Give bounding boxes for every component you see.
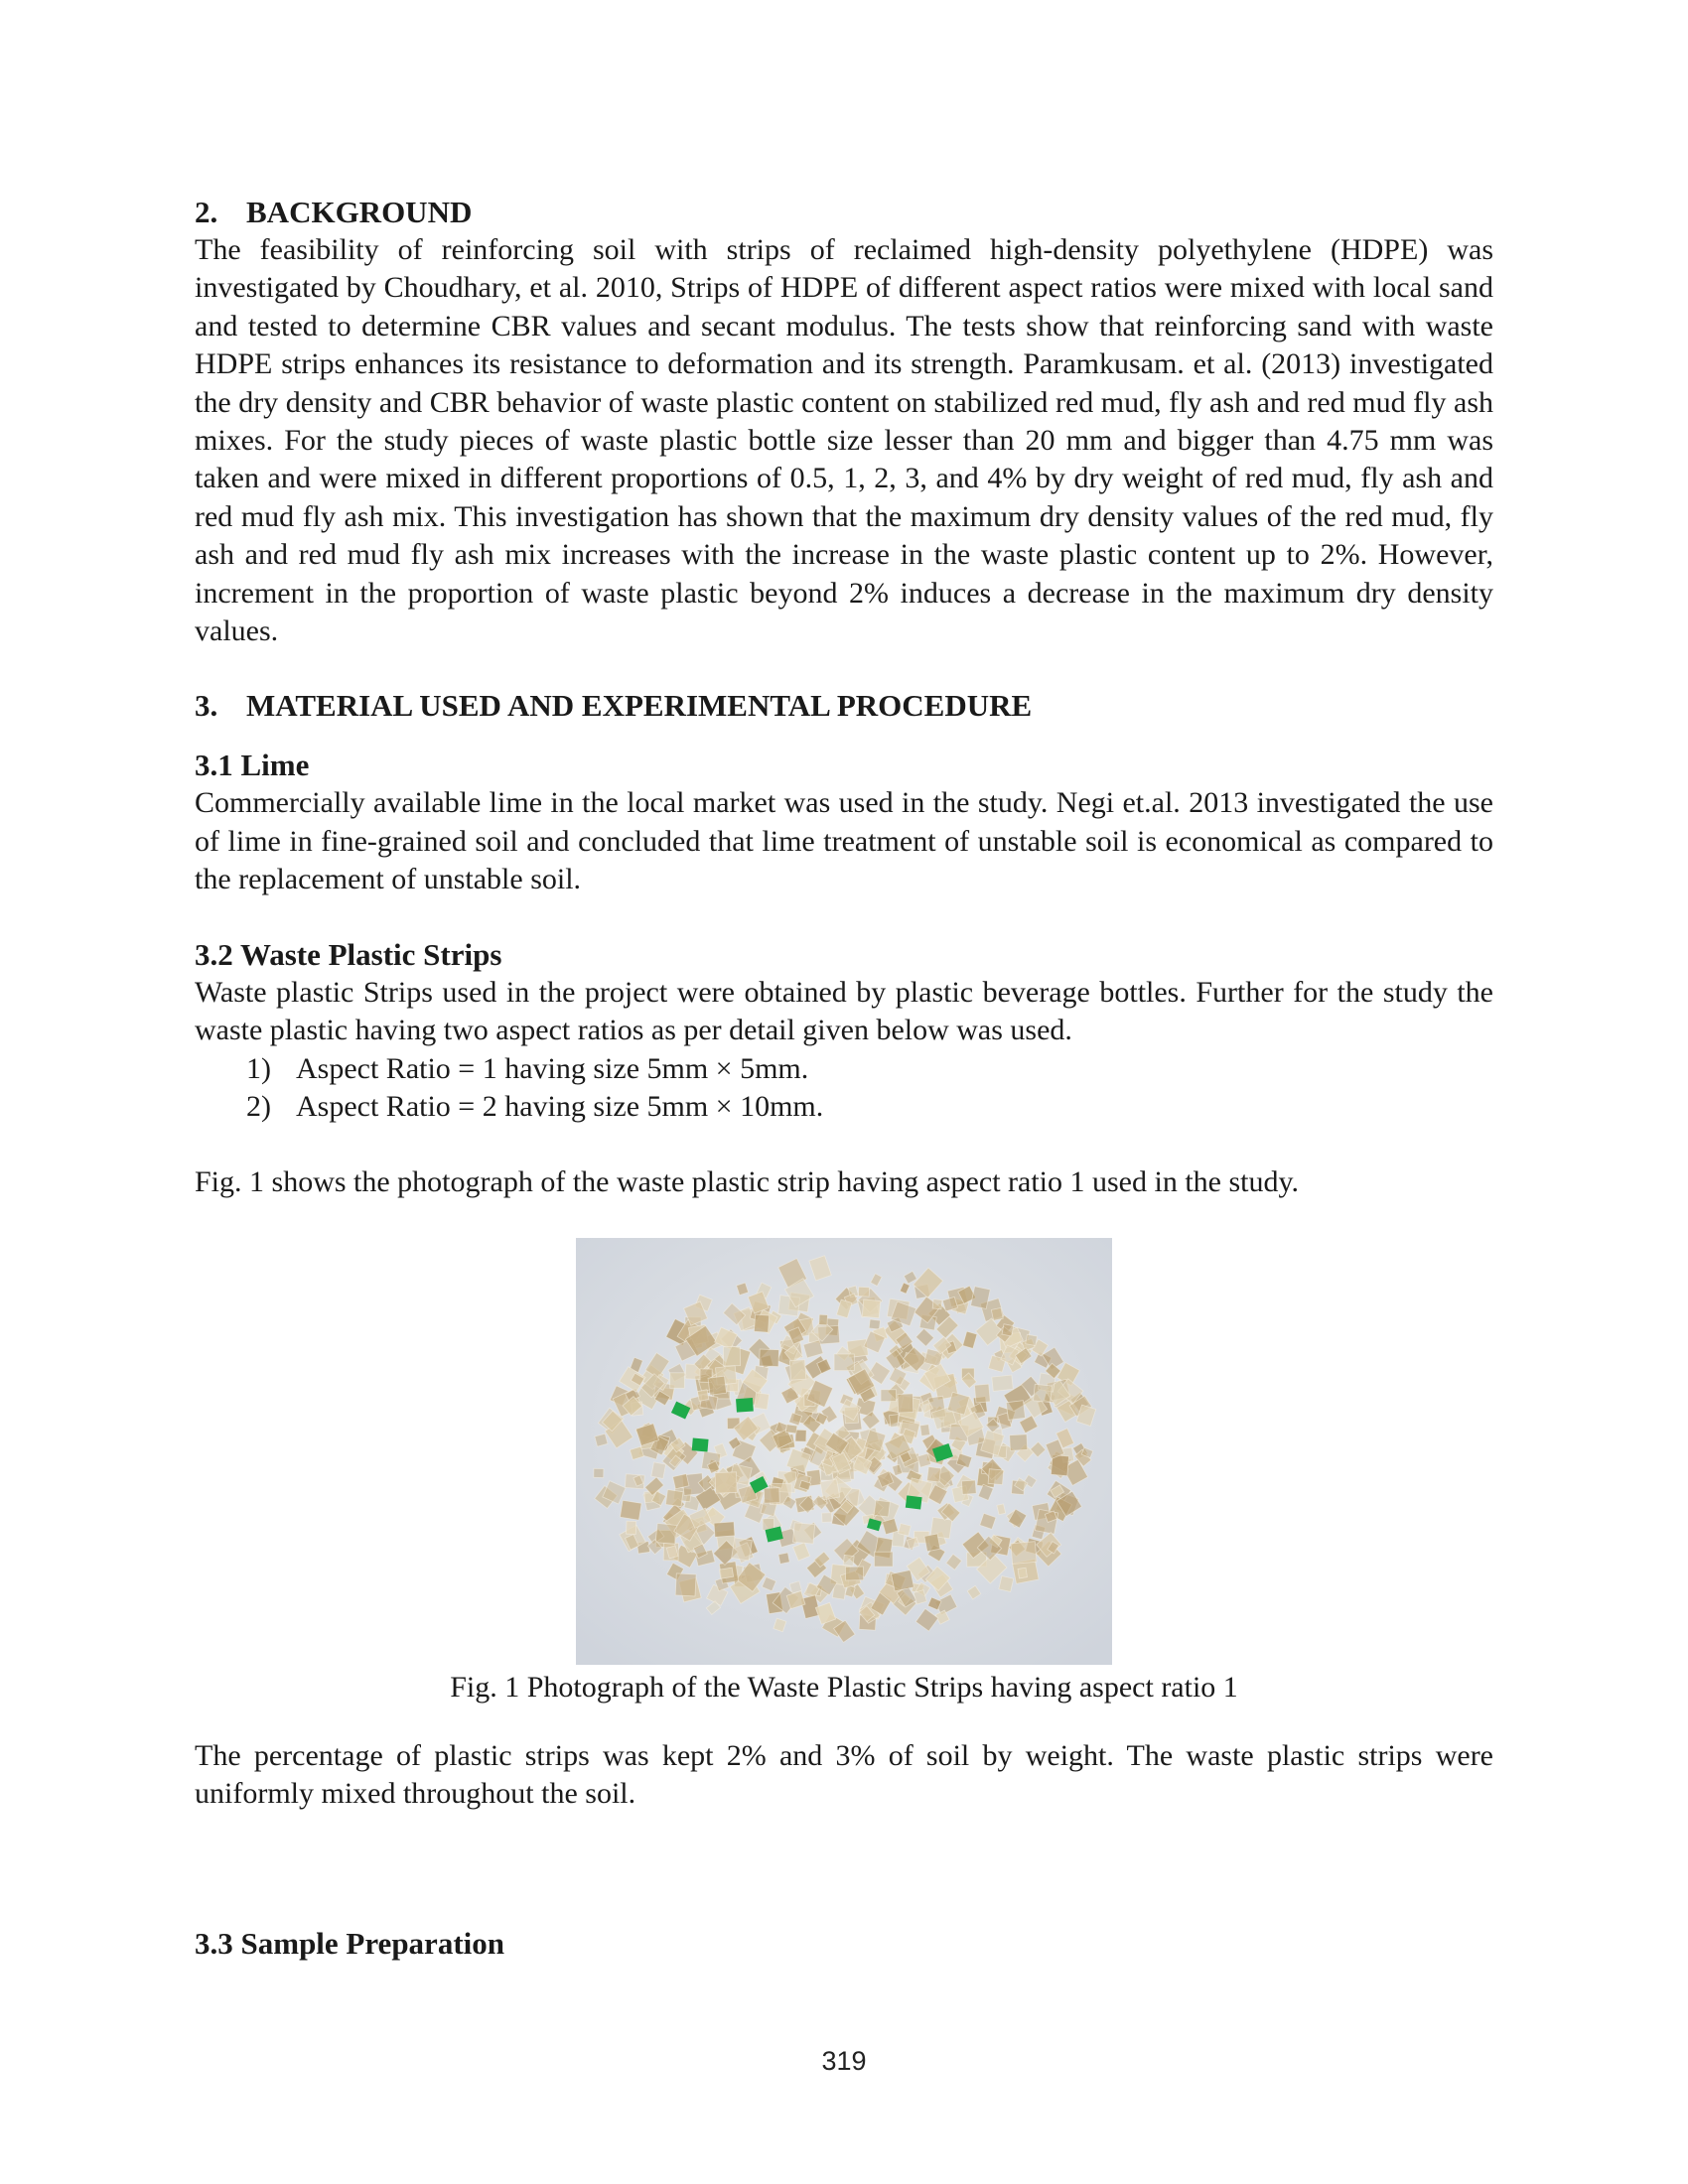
figure-caption: Fig. 1 Photograph of the Waste Plastic Strips having aspect ratio 1 <box>450 1670 1238 1704</box>
plastic-flake <box>714 1522 735 1537</box>
plastic-flake <box>627 1521 636 1534</box>
plastic-flake <box>891 1570 914 1590</box>
plastic-flake <box>595 1433 608 1446</box>
plastic-flake <box>1018 1568 1027 1578</box>
plastic-flake <box>920 1425 930 1436</box>
plastic-flake <box>715 1472 737 1493</box>
section-heading-materials <box>195 687 1493 725</box>
plastic-flake <box>620 1500 641 1520</box>
plastic-flake <box>992 1375 1013 1391</box>
plastic-flake <box>1010 1434 1028 1450</box>
plastic-flake <box>760 1349 779 1367</box>
plastic-percentage-paragraph: The percentage of plastic strips was kept 2% and 3% of soil by weight. The waste plastic strips were uniformly mixed throughout the soil. <box>195 1738 1493 1811</box>
plastic-flake <box>778 1553 789 1564</box>
plastic-strips-photo <box>576 1238 1112 1665</box>
plastic-flake <box>869 1319 880 1329</box>
plastic-flake <box>999 1575 1014 1591</box>
plastic-flake <box>899 1523 912 1536</box>
section-title: BACKGROUND <box>246 195 473 229</box>
plastic-flake <box>834 1354 854 1371</box>
plastic-flake <box>881 1390 897 1402</box>
plastic-flake <box>820 1479 840 1500</box>
plastic-flake <box>974 1384 990 1403</box>
plastic-flake <box>594 1468 604 1477</box>
section-heading-background <box>195 194 1493 231</box>
plastic-flake <box>843 1555 854 1566</box>
plastic-flake <box>822 1512 832 1522</box>
plastic-flake <box>675 1573 696 1596</box>
plastic-flake <box>961 1480 976 1494</box>
plastic-flake <box>874 1500 890 1517</box>
section-number: 2. <box>195 195 218 229</box>
plastic-flake <box>697 1389 708 1401</box>
plastic-flake <box>924 1534 940 1552</box>
plastic-flake <box>819 1314 828 1325</box>
plastic-flake <box>723 1346 740 1365</box>
plastic-flake <box>708 1376 727 1395</box>
plastic-flake <box>862 1299 880 1318</box>
plastic-flake <box>785 1425 796 1433</box>
plastic-strips-photo-image <box>576 1238 1112 1665</box>
plastic-flake <box>795 1430 806 1441</box>
plastic-flake <box>1006 1400 1025 1420</box>
plastic-flake <box>1002 1323 1014 1335</box>
page-content <box>195 194 1493 1963</box>
list-item <box>246 1050 1493 1088</box>
subheading-lime: 3.1 Lime <box>195 748 310 783</box>
list-item <box>246 1088 1493 1126</box>
plastic-flake <box>764 1487 779 1502</box>
plastic-flake <box>1034 1384 1053 1402</box>
plastic-flake <box>754 1393 769 1410</box>
plastic-flake <box>719 1568 733 1578</box>
plastic-flake <box>789 1359 806 1380</box>
list-item-text: Aspect Ratio = 1 having size 5mm × 5mm. <box>296 1051 809 1085</box>
plastic-flake <box>754 1314 769 1332</box>
plastic-flake <box>670 1373 685 1389</box>
plastic-flake <box>991 1307 1003 1320</box>
green-plastic-flake <box>736 1398 754 1413</box>
lime-paragraph: Commercially available lime in the local market was used in the study. Negi et.al. 2013 investigated the use of lime in fine-grained soil and concluded that lime treatment of unstable soil is economical as compared to the replacement of unstable soil. <box>195 786 1493 896</box>
plastic-flake <box>932 1298 942 1308</box>
section-title: MATERIAL USED AND EXPERIMENTAL PROCEDURE <box>246 688 1033 724</box>
plastic-flake <box>845 1567 863 1580</box>
plastic-flake <box>858 1287 869 1297</box>
green-plastic-flake <box>906 1495 922 1509</box>
plastic-flake <box>1011 1541 1037 1564</box>
section-number: 3. <box>195 688 218 724</box>
green-plastic-flake <box>692 1437 709 1451</box>
plastic-flake <box>927 1466 941 1481</box>
list-item-text: Aspect Ratio = 2 having size 5mm × 10mm. <box>296 1089 824 1123</box>
plastic-flake <box>875 1552 894 1567</box>
figure-intro-text: Fig. 1 shows the photograph of the waste plastic strip having aspect ratio 1 used in the study. <box>195 1165 1300 1199</box>
plastic-strips-paragraph: Waste plastic Strips used in the project were obtained by plastic beverage bottles. Further for the study the waste plastic having two aspect ratios as per detail given below was used. <box>195 975 1493 1047</box>
page-number: 319 <box>821 2046 867 2076</box>
list-marker: 1) <box>246 1051 271 1085</box>
plastic-flake <box>665 1489 683 1506</box>
list-marker: 2) <box>246 1089 271 1123</box>
plastic-flake <box>673 1473 689 1488</box>
plastic-flake <box>898 1394 914 1413</box>
subheading-sample-preparation: 3.3 Sample Preparation <box>195 1925 504 1961</box>
plastic-flake <box>793 1523 815 1544</box>
plastic-flake <box>1026 1334 1038 1345</box>
plastic-flake <box>988 1468 1004 1484</box>
subheading-waste-plastic-strips: 3.2 Waste Plastic Strips <box>195 936 502 972</box>
plastic-flake <box>655 1523 677 1544</box>
plastic-flake <box>732 1538 753 1561</box>
aspect-ratio-list <box>195 1050 1493 1127</box>
background-paragraph: The feasibility of reinforcing soil with strips of reclaimed high-density polyethylene (HDPE) was investigated by Choudhary, et al. 2010, Strips of HDPE of different aspect ratios were mixed with local sand and tested to determine CBR values and secant modulus. The tests show that reinforcing sand with waste HDPE strips enhances its resistance to deformation and its strength. Paramkusam. et al. (2013) investigated the dry density and CBR behavior of waste plastic content on stabilized red mud, fly ash and red mud fly ash mixes. For the study pieces of waste plastic bottle size lesser than 20 mm and bigger than 4.75 mm was taken and were mixed in different proportions of 0.5, 1, 2, 3, and 4% by dry weight of red mud, fly ash and red mud fly ash mix. This investigation has shown that the maximum dry density values of the red mud, fly ash and red mud fly ash mix increases with the increase in the waste plastic content up to 2%. However, increment in the proportion of waste plastic beyond 2% induces a decrease in the maximum dry density values. <box>195 233 1493 648</box>
plastic-flake <box>651 1462 666 1479</box>
